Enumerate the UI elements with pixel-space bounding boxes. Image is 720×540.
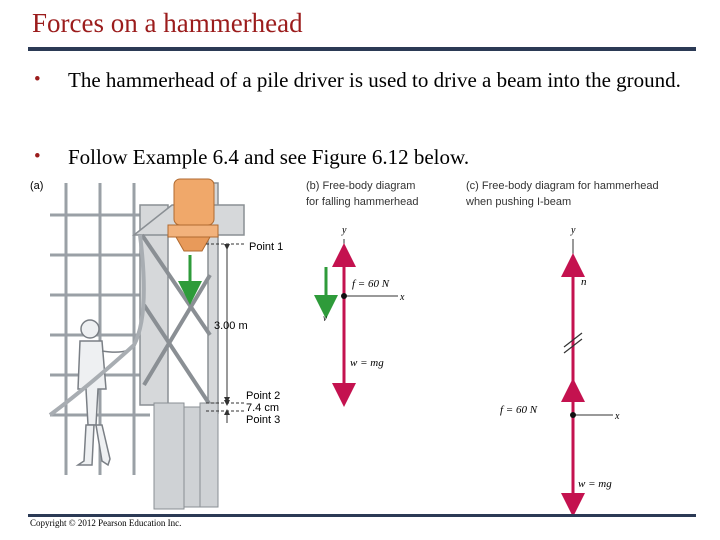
depth-label: 7.4 cm — [246, 402, 280, 414]
bullet-dot-icon: • — [34, 146, 41, 167]
height-label: 3.00 m — [214, 320, 248, 332]
i-beam — [154, 403, 218, 509]
velocity-label: v — [323, 313, 327, 323]
panel-b-y-axis-label: y — [342, 225, 347, 236]
worker-figure — [78, 320, 134, 465]
panel-c — [465, 180, 659, 505]
panel-c-x-axis-label: x — [615, 411, 620, 422]
panel-c-label-2: when pushing I-beam — [466, 196, 572, 208]
panel-b-label-2: for falling hammerhead — [306, 196, 419, 208]
panel-c-weight-label: w = mg — [578, 478, 612, 490]
figure-6-12 — [30, 175, 700, 515]
body-point — [570, 412, 576, 418]
panel-c-y-axis-label: y — [571, 225, 576, 236]
point-2-label: Point 2 — [246, 390, 281, 402]
panel-c-normal-label: n — [581, 276, 587, 288]
point-3-label: Point 3 — [246, 414, 281, 426]
copyright-text: Copyright © 2012 Pearson Education Inc. — [30, 518, 182, 528]
panel-b-weight-label: w = mg — [350, 357, 384, 369]
title-divider — [28, 47, 696, 51]
footer-divider — [28, 514, 696, 517]
figure-svg — [30, 175, 700, 515]
point-1-label: Point 1 — [249, 241, 284, 253]
panel-b-friction-label: f = 60 N — [352, 278, 390, 290]
panel-b-x-axis-label: x — [400, 292, 405, 303]
panel-a — [30, 179, 283, 509]
body-point — [341, 293, 347, 299]
slide-title: Forces on a hammerhead — [32, 8, 303, 38]
bullet-dot-icon: • — [34, 69, 41, 90]
panel-b-label: (b) Free-body diagram — [306, 180, 416, 192]
bullet-1-text: The hammerhead of a pile driver is used to drive a beam into the ground. — [68, 68, 681, 92]
panel-c-friction-label: f = 60 N — [500, 404, 538, 416]
panel-b — [306, 180, 419, 395]
panel-c-label: (c) Free-body diagram for hammerhead — [466, 180, 659, 192]
bullet-2-text: Follow Example 6.4 and see Figure 6.12 below. — [68, 145, 470, 169]
panel-a-label: (a) — [30, 180, 44, 192]
